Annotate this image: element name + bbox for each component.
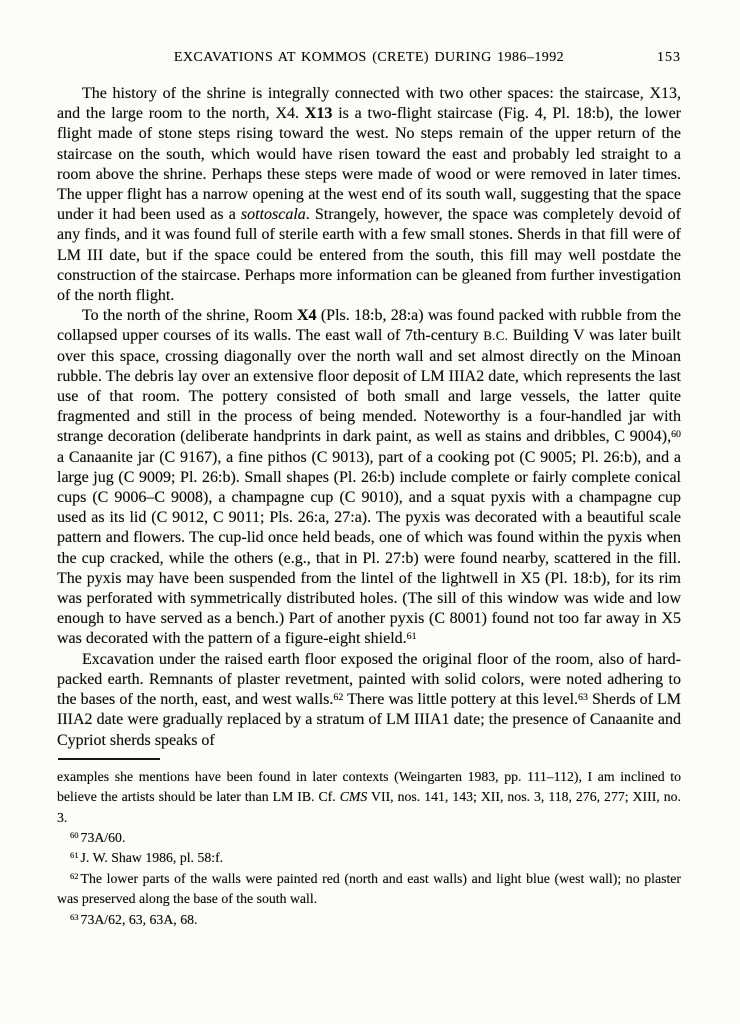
footnote-continuation [57,767,681,828]
footnote-reference: 61 [70,850,79,861]
text-run: VII, nos. 141, 143; XII, nos. 3, 118, 276, 277; XIII, no. 3. [57,789,681,825]
text-run: examples she mentions have been found in later contexts (Weingarten 1983, pp. 111–112), I am inclined to believe the artists should be later than LM IB. Cf. [57,768,681,805]
paragraph-shrine-staircase [57,84,681,306]
footnote-61 [57,848,681,868]
text-run: Building V was later built over this space, crossing diagonally over the north wall and set almost directly on the Minoan rubble. The debris lay over an extensive floor deposit of LM IIIA2 date, which represents the last use of that room. The pottery consisted of both small and large vessels, the latter quite fragmented and still in the process of being mended. Noteworthy is a four-handled jar with strange decoration (deliberate handprints in dark paint, as well as stains and dribbles, C 9004), [57,327,682,446]
text-run: sottoscala [240,206,306,224]
text-run: Sherds of LM IIIA2 date were gradually replaced by a stratum of LM IIIA1 date; the presence of Canaanite and Cypriot sherds speaks of [57,691,681,749]
text-run: is a two-flight staircase (Fig. 4, Pl. 18:b), the lower flight made of stone steps rising toward the west. No steps remain of the upper return of the staircase on the south, which would have risen toward the east and probably led straight to a room above the shrine. Perhaps these steps were made of wood or were removed in later times. The upper flight has a narrow opening at the west end of its south wall, suggesting that the space under it had been used as a [57,105,681,224]
footnote-62 [57,869,681,910]
text-run: 73A/60. [80,829,126,845]
text-run: . Strangely, however, the space was completely devoid of any finds, and it was found full of sterile earth with a few small stones. Sherds in that fill were of LM III date, but if the space could be entered from the south, this fill may well postdate the construction of the staircase. Perhaps more information can be gleaned from further investigation of the north flight. [57,206,681,305]
article-body [57,84,681,751]
text-run: X13 [304,105,333,123]
footnote-60 [57,828,681,848]
text-run: There was little pottery at this level. [343,691,579,709]
running-title: EXCAVATIONS AT KOMMOS (CRETE) DURING 1986–1992 [173,50,565,65]
footnote-reference: 63 [578,691,588,703]
text-run: To the north of the shrine, Room [82,307,297,325]
text-run: The history of the shrine is integrally connected with two other spaces: the staircase, X13, and the large room to the north, X4. [57,85,681,123]
footnote-reference: 62 [70,870,79,881]
footnote-reference: 61 [406,631,417,643]
text-run: a Canaanite jar (C 9167), a fine pithos (C 9013), part of a cooking pot (C 9005; Pl. 26:b), and a large jug (C 9009; Pl. 26:b). Small shapes (Pl. 26:b) include complete or fairly complete conical cups (C 9006–C 9008), a champagne cup (C 9010), and a squat pyxis with a champagne cup used as its lid (C 9012, C 9011; Pls. 26:a, 27:a). The pyxis was decorated with a beautiful scale pattern and flowers. The cup-lid once held beads, one of which was found within the pyxis when the cup cracked, while the others (e.g., that in Pl. 27:b) were found nearby, scattered in the fill. The pyxis may have been suspended from the lintel of the lightwell in X5 (Pl. 18:b), for its rim was perforated with symmetrically distributed holes. (The sill of this window was wide and low enough to have served as a bench.) Part of another pyxis (C 8001) found not too far away in X5 was decorated with the pattern of a figure-eight shield. [57,448,681,648]
footnote-reference: 62 [333,691,344,703]
text-run: (Pls. 18:b, 28:a) was found packed with rubble from the collapsed upper courses of its walls. The east wall of 7th-century [57,307,682,345]
text-run: The lower parts of the walls were painted red (north and east walls) and light blue (west wall); no plaster was preserved along the base of the south wall. [57,870,681,907]
page-number: 153 [657,50,681,65]
running-head [57,50,681,66]
footnote-63 [57,910,681,930]
footnote-separator-rule [58,758,160,760]
footnote-reference: 63 [70,911,79,922]
paragraph-excavation-floor [57,650,681,751]
text-run: CMS [339,789,368,805]
text-run: 73A/62, 63, 63A, 68. [80,911,198,927]
paragraph-room-x4 [57,306,681,649]
footnotes-section [57,758,681,930]
footnote-reference: 60 [70,830,79,841]
text-run: J. W. Shaw 1986, pl. 58:f. [80,850,224,866]
text-run: Excavation under the raised earth floor exposed the original floor of the room, also of hard-packed earth. Remnants of plaster revetment, painted with solid colors, were noted adhering to the bases of the north, east, and west walls. [57,650,681,709]
text-run: B.C. [483,328,509,344]
footnote-reference: 60 [671,429,681,440]
text-run: X4 [297,307,317,325]
